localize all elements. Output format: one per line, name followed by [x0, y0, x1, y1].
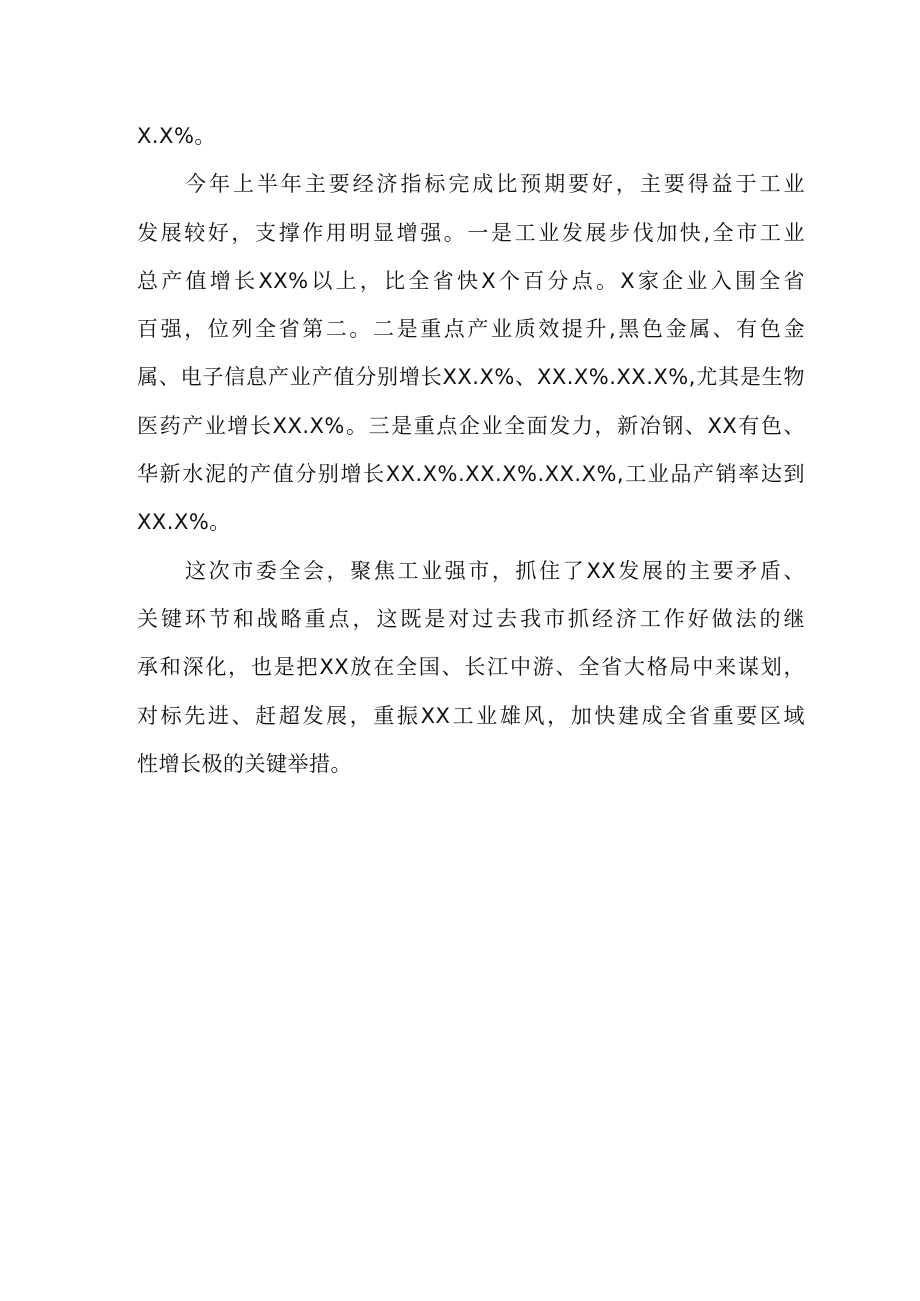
paragraph-plenary-session: [137, 547, 805, 788]
text-line: 这次市委全会，聚焦工业强市，抓住了XX发展的主要矛盾、: [185, 558, 805, 583]
text-line: 发展较好，支撑作用明显增强。一是工业发展步伐加快,全市工业: [137, 220, 805, 245]
text-line: 医药产业增长XX.X%。三是重点企业全面发力，新冶钢、XX有色、: [137, 413, 805, 438]
text-line: X.X%。: [137, 124, 216, 148]
text-line: 属、电子信息产业产值分别增长XX.X%、XX.X%.XX.X%,尤其是生物: [137, 365, 805, 390]
text-line: 百强，位列全省第二。二是重点产业质效提升,黑色金属、有色金: [137, 317, 805, 342]
text-line: XX.X%。: [137, 510, 231, 535]
paragraph-continuation: [137, 112, 805, 160]
text-line: 对标先进、赶超发展，重振XX工业雄风，加快建成全省重要区域: [137, 703, 805, 728]
text-line: 承和深化，也是把XX放在全国、长江中游、全省大格局中来谋划，: [137, 655, 805, 680]
document-body: [137, 112, 805, 788]
text-line: 关键环节和战略重点，这既是对过去我市抓经济工作好做法的继: [137, 606, 805, 631]
text-line: 总产值增长XX%以上，比全省快X个百分点。X家企业入围全省: [137, 268, 805, 293]
text-line: 性增长极的关键举措。: [137, 751, 352, 776]
text-line: 华新水泥的产值分别增长XX.X%.XX.X%.XX.X%,工业品产销率达到: [137, 462, 805, 487]
text-line: 今年上半年主要经济指标完成比预期要好，主要得益于工业: [185, 172, 805, 197]
paragraph-industry-performance: [137, 160, 805, 546]
